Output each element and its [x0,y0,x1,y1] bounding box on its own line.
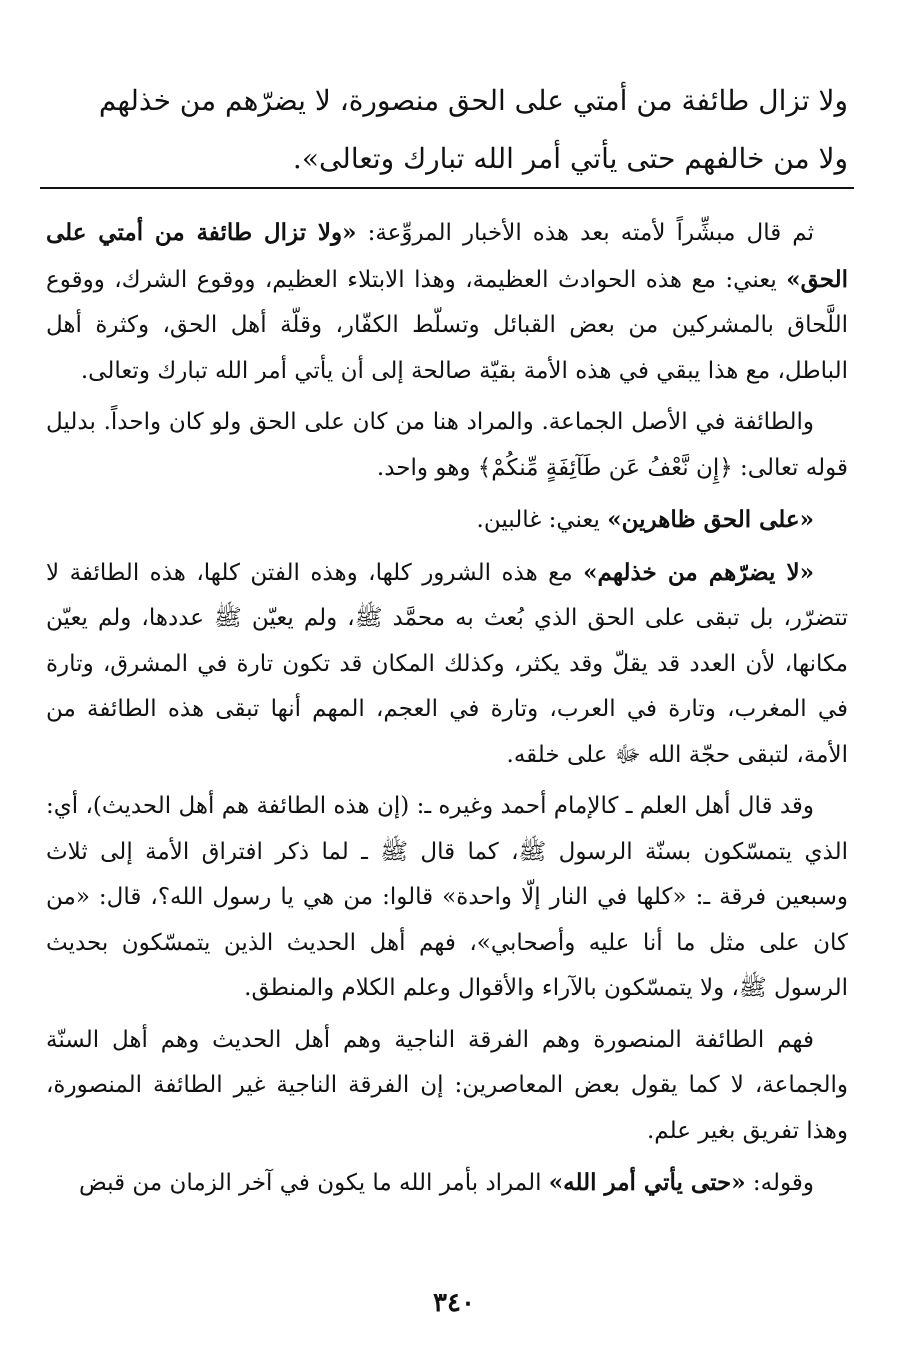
commentary-paragraph [46,550,848,779]
commentary-paragraph [46,497,848,544]
quran-verse: ﴿إِن نَّعْفُ عَن طَآئِفَةٍ مِّنكُمْ﴾ [477,454,733,481]
hadith-line-2: ولا من خالفهم حتى يأتي أمر الله تبارك وتعالى». [292,142,848,175]
paragraph-text: يعني: مع هذه الحوادث العظيمة، وهذا الابتلاء العظيم، ووقوع الشرك، ووقوع اللَّحاق بالمشركين من بعض القبائل وتسلّط الكفّار، وقلّة أهل الحق، وكثرة أهل الباطل، مع هذا يبقي في هذه الأمة بقيّة صالحة إلى أن يأتي أمر الله تبارك وتعالى. [46,266,848,384]
paragraph-text: فهم الطائفة المنصورة وهم الفرقة الناجية وهم أهل الحديث وهم أهل السنّة والجماعة، لا كما يقول بعض المعاصرين: إن الفرقة الناجية غير الطائفة المنصورة، وهذا تفريق بغير علم. [46,1026,848,1144]
paragraph-intro: وقوله: [745,1170,814,1196]
paragraph-text: يعني: غالبين. [476,507,608,533]
commentary-paragraph [46,784,848,1012]
commentary-paragraph [46,1160,848,1207]
hadith-line-1: ولا تزال طائفة من أمتي على الحق منصورة، لا يضرّهم من خذلهم [98,84,848,117]
paragraph-text: وهو واحد. [376,454,478,481]
hadith-quote: «على الحق ظاهرين» [607,506,814,533]
page-number: ٣٤٠ [433,1288,475,1318]
commentary-paragraph [46,210,848,394]
hadith-quote: «ولا تزال طائفة من أمتي على الحق» [46,219,848,293]
paragraph-text: مع هذه الشرور كلها، وهذه الفتن كلها، هذه الطائفة لا تتضرّر، بل تبقى على الحق الذي بُعث به محمَّد ﷺ، ولم يعيّن ﷺ عددها، ولم يعيّن مكانها، لأن العدد قد يقلّ وقد يكثر، وكذلك المكان قد تكون تارة في المشرق، وتارة في المغرب، وتارة في العرب، وتارة في العجم، المهم أنها تبقى هذه الطائفة من الأمة، لتبقى حجّة الله ﷻ على خلقه. [46,559,848,768]
paragraph-intro: ثم قال مبشِّراً لأمته بعد هذه الأخبار المروِّعة: [356,220,814,246]
commentary-paragraph [46,400,848,491]
paragraph-text: وقد قال أهل العلم ـ كالإمام أحمد وغيره ـ: (إن هذه الطائفة هم أهل الحديث)، أي: الذي يتمسّكون بسنّة الرسول ﷺ، كما قال ﷺ ـ لما ذكر افتراق الأمة إلى ثلاث وسبعين فرقة ـ: «كلها في النار إلّا واحدة» قالوا: من هي يا رسول الله؟، قال: «من كان على مثل ما أنا عليه وأصحابي»، فهم أهل الحديث الذين يتمسّكون بحديث الرسول ﷺ، ولا يتمسّكون بالآراء والأقوال وعلم الكلام والمنطق. [46,793,848,1001]
paragraph-text: والطائفة في الأصل الجماعة. والمراد هنا من كان على الحق ولو كان واحداً. بدليل قوله تعالى: [46,409,848,481]
commentary-paragraph [46,1018,848,1155]
hadith-quote: «حتى يأتي أمر الله» [548,1169,746,1196]
paragraph-text: المراد بأمر الله ما يكون في آخر الزمان من قبض [78,1170,549,1196]
hadith-quote: «لا يضرّهم من خذلهم» [583,558,814,586]
separator-rule [40,187,854,189]
commentary-block [46,210,848,1213]
hadith-text-block [46,72,848,188]
